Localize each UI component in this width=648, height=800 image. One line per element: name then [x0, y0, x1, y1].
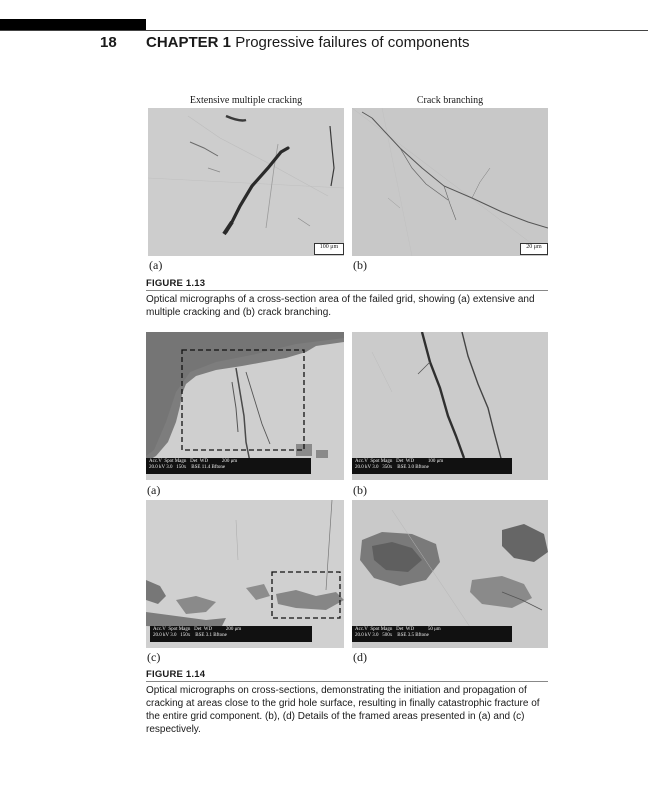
panel-label-1-13a: (a): [149, 258, 163, 272]
header-bar: [0, 19, 146, 30]
sem-data-bar-a: Acc.V Spot Magn Det WD 200 μm 20.0 kV 3.0 150x BSE 11.4 Bftone: [146, 458, 311, 474]
page-number: 18: [100, 34, 117, 51]
figure-1-14-label: FIGURE 1.14: [146, 669, 206, 680]
sem-data-bar-b: Acc.V Spot Magn Det WD 100 μm 20.0 kV 3.0 350x BSE 3.0 Bftone: [352, 458, 512, 474]
panel-label-1-14d: (d): [353, 650, 367, 664]
sem-micrograph-b: [352, 332, 548, 480]
panel-label-1-14b: (b): [353, 483, 367, 497]
chapter-title: Progressive failures of components: [235, 34, 470, 51]
sem-data-bar-c: Acc.V Spot Magn Det WD 200 μm 20.0 kV 3.0 150x BSE 3.1 Bftone: [150, 626, 312, 642]
sem-micrograph-d: [352, 500, 548, 648]
figure-1-13-label: FIGURE 1.13: [146, 278, 206, 289]
caption-rule-2: [146, 681, 548, 682]
header-rule: [0, 30, 648, 31]
sem-micrograph-c: [146, 500, 344, 648]
sem-micrograph-a: [146, 332, 344, 480]
panel-label-1-13b: (b): [353, 258, 367, 272]
panel-label-1-14a: (a): [147, 483, 161, 497]
figure-1-14-caption: Optical micrographs on cross-sections, demonstrating the initiation and propagation of cracking at areas close to the grid hole surface, resulting in finally catastrophic fracture of the entire grid component. (b), (d) Details of the framed areas presented in (a) and (c) respectively.: [146, 685, 540, 735]
micrograph-multiple-cracking: [148, 108, 344, 256]
sem-data-bar-d: Acc.V Spot Magn Det WD 50 μm 20.0 kV 3.0 500x BSE 3.5 Bftone: [352, 626, 512, 642]
panel-label-1-14c: (c): [147, 650, 161, 664]
figure-1-13b-title: Crack branching: [416, 95, 484, 106]
figure-1-13a-title: Extensive multiple cracking: [189, 95, 303, 106]
chapter-label: CHAPTER 1: [146, 34, 232, 51]
micrograph-crack-branching: [352, 108, 548, 256]
scale-bar-b: 20 μm: [520, 243, 548, 255]
chapter-heading: [146, 34, 469, 51]
caption-rule: [146, 290, 548, 291]
scale-bar-a: 100 μm: [314, 243, 344, 255]
figure-1-13-caption: Optical micrographs of a cross-section area of the failed grid, showing (a) extensive and multiple cracking and (b) crack branching.: [146, 294, 535, 318]
